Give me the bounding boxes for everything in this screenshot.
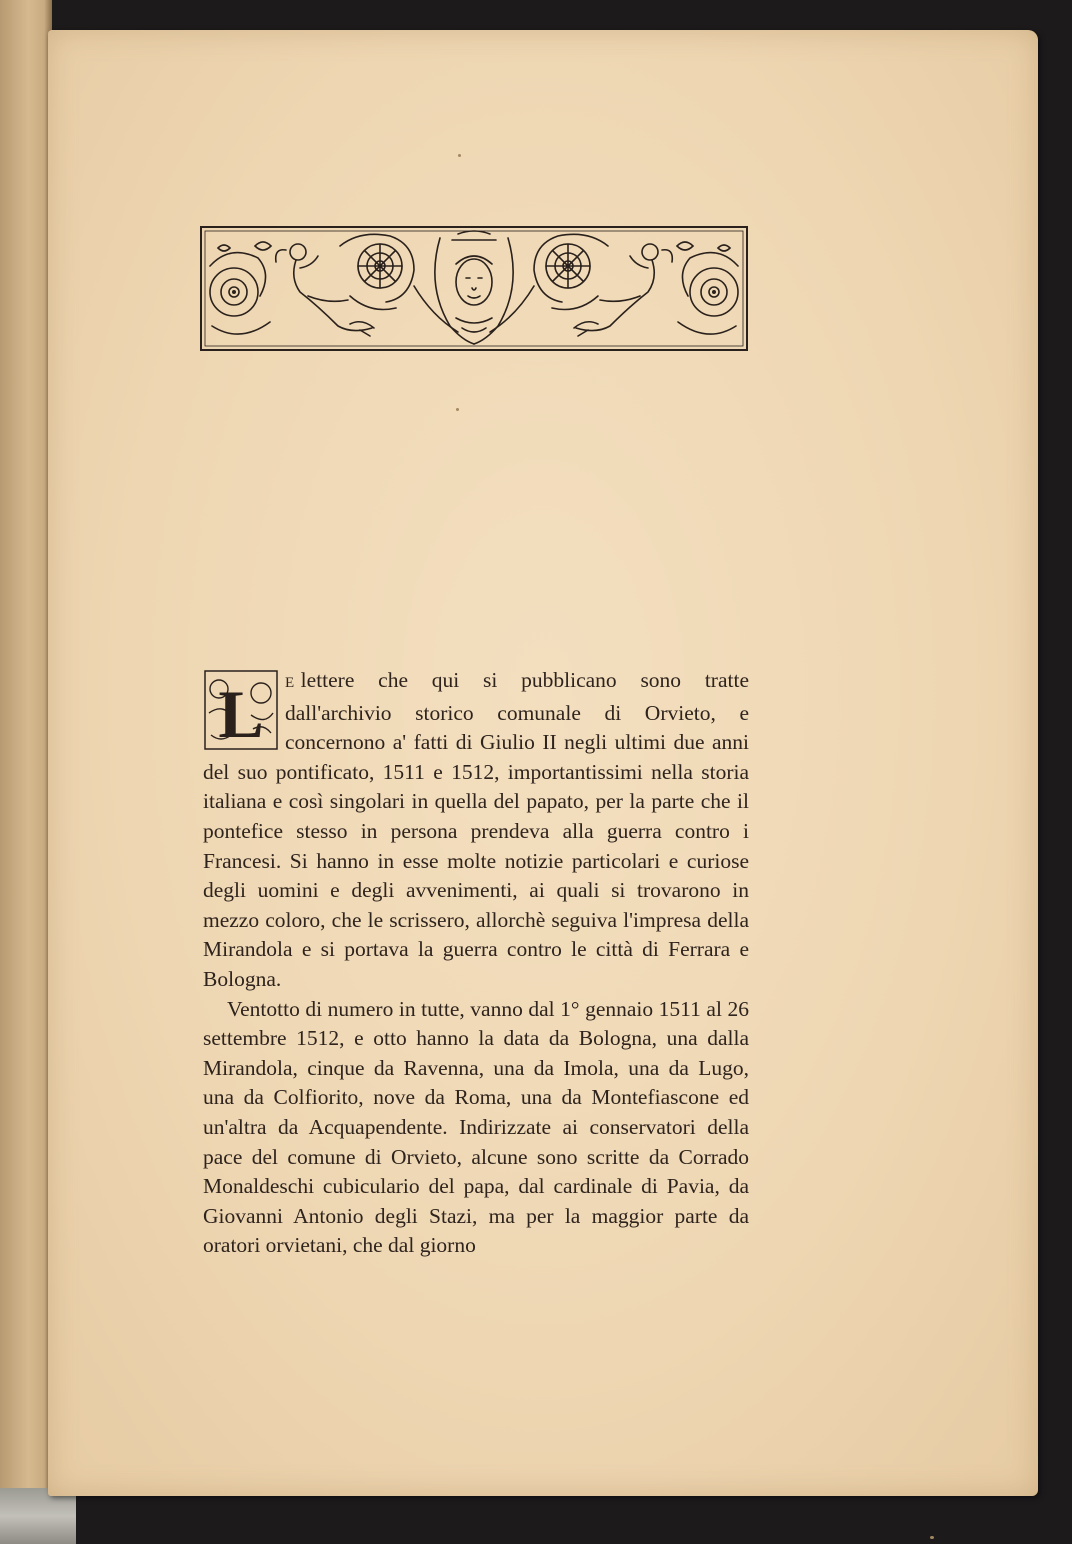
paper-speck [458,154,461,157]
paper-speck [456,408,459,411]
drop-cap-letter: L [218,676,264,751]
previous-page-edge [0,0,52,1544]
paragraph-1 [203,666,749,995]
paragraph-1-text: lettere che qui si pubblicano sono tratte dall'archivio storico comunale di Orvieto, e concernono a' fatti di Giulio II negli ultimi due anni del suo pontificato, 1511 e 1512, importantissimi nella storia italiana e così singolari in quella del papato, per la parte che il pontefice stesso in persona prendeva alla guerra contro i Francesi. Si hanno in esse molte notizie particolari e curiose degli uomini e degli avvenimenti, ai quali si trovarono in mezzo coloro, che le scrissero, allorchè seguiva l'impresa della Mirandola e si portava la guerra contro le città di Ferrara e Bologna. [203,668,749,991]
drop-cap-initial [203,669,279,751]
main-text [203,666,749,1261]
headpiece-ornament [200,226,748,351]
paragraph-1-lead: E [285,675,295,691]
paper-speck [930,1536,934,1539]
paragraph-2: Ventotto di numero in tutte, vanno dal 1° gennaio 1511 al 26 settembre 1512, e otto hanno la data da Bologna, una dalla Mirandola, cinque da Ravenna, una da Imola, una da Lugo, una da Colfiorito, nove da Roma, una da Montefiascone ed un'altra da Acquapendente. Indirizzate ai conservatori della pace del comune di Orvieto, alcune sono scritte da Corrado Monaldeschi cubiculario del papa, dal cardinale di Pavia, da Giovanni Antonio degli Stazi, ma per la maggior parte da oratori orvietani, che dal giorno [203,996,749,1258]
spine-binding [0,1488,76,1544]
